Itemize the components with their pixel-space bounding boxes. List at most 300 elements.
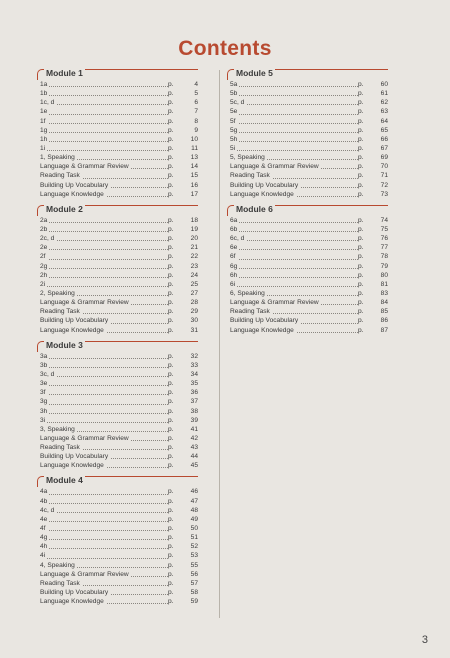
page-prefix: p. (168, 154, 174, 162)
page-prefix: p. (168, 543, 174, 551)
toc-entry (40, 171, 198, 180)
entry-page-number: 37 (190, 398, 198, 406)
page-prefix: p. (168, 444, 174, 452)
entry-page-number: 23 (190, 262, 198, 270)
entry-page-number: 86 (380, 317, 388, 325)
toc-entry (40, 216, 198, 225)
module-rule (97, 476, 198, 477)
entry-title: 4b (40, 497, 48, 505)
entry-page-number: 46 (190, 488, 198, 496)
toc-entry (230, 80, 388, 89)
toc-entry (40, 252, 198, 261)
entry-page-number: 56 (190, 570, 198, 578)
dot-leader (40, 404, 168, 405)
toc-entry (40, 271, 198, 280)
entry-title: 3b (40, 361, 48, 369)
entry-title: Language & Grammar Review (40, 163, 129, 171)
toc-entry (40, 443, 198, 452)
entry-page-number: 5 (194, 90, 198, 98)
entry-page-number: 15 (190, 172, 198, 180)
entry-page-number: 29 (190, 308, 198, 316)
entry-page-number: 48 (190, 506, 198, 514)
page-prefix: p. (168, 117, 174, 125)
page-prefix: p. (168, 534, 174, 542)
toc-entry (40, 506, 198, 515)
page-number: 3 (421, 634, 428, 646)
toc-entry (230, 271, 388, 280)
module-heading (40, 69, 198, 79)
toc-entry (40, 262, 198, 271)
entry-page-number: 59 (190, 598, 198, 606)
entry-page-number: 13 (190, 154, 198, 162)
entry-page-number: 45 (190, 462, 198, 470)
page-prefix: p. (168, 225, 174, 233)
dot-leader (40, 259, 168, 260)
toc-entry (40, 98, 198, 107)
entry-page-number: 77 (380, 244, 388, 252)
toc-entry (40, 117, 198, 126)
entry-page-number: 19 (190, 225, 198, 233)
toc-entry (40, 397, 198, 406)
dot-leader (230, 150, 358, 151)
toc-entry (230, 243, 388, 252)
dot-leader (230, 114, 358, 115)
dot-leader (40, 150, 168, 151)
page-prefix: p. (358, 235, 364, 243)
page-prefix: p. (358, 81, 364, 88)
entry-page-number: 39 (190, 416, 198, 424)
page-prefix: p. (358, 289, 364, 297)
toc-entry (40, 524, 198, 533)
entry-title: 2, Speaking (40, 289, 75, 297)
dot-leader (230, 95, 358, 96)
entry-page-number: 43 (190, 444, 198, 452)
entry-title: 3c, d (40, 370, 55, 378)
entry-title: Building Up Vocabulary (40, 589, 109, 597)
entry-title: 4c, d (40, 506, 55, 514)
entry-title: 3a (40, 352, 48, 360)
entry-page-number: 8 (194, 117, 198, 125)
toc-entry (230, 234, 388, 243)
entry-page-number: 20 (190, 235, 198, 243)
page-prefix: p. (358, 154, 364, 162)
page-prefix: p. (168, 598, 174, 606)
toc-entry (40, 416, 198, 425)
right-column (230, 69, 388, 341)
dot-leader (40, 376, 168, 377)
toc-entry (40, 298, 198, 307)
entry-title: 1i (40, 144, 46, 152)
entry-title: 2a (40, 216, 48, 224)
toc-entry (230, 190, 388, 199)
page-prefix: p. (168, 352, 174, 360)
page-prefix: p. (168, 271, 174, 279)
entry-page-number: 42 (190, 434, 198, 442)
entry-title: 6a (230, 216, 238, 224)
entry-title: 2b (40, 225, 48, 233)
page-prefix: p. (358, 172, 364, 180)
entry-page-number: 67 (380, 144, 388, 152)
entry-page-number: 32 (190, 352, 198, 360)
module-section (230, 69, 388, 199)
page-prefix: p. (168, 552, 174, 560)
dot-leader (230, 249, 358, 250)
page-prefix: p. (168, 244, 174, 252)
page-prefix: p. (358, 271, 364, 279)
page-prefix: p. (358, 181, 364, 189)
entry-title: 5a (230, 81, 238, 88)
entry-page-number: 16 (190, 181, 198, 189)
page-prefix: p. (168, 108, 174, 116)
entry-page-number: 72 (380, 181, 388, 189)
module-heading (40, 341, 198, 351)
page-prefix: p. (168, 289, 174, 297)
dot-leader (230, 231, 358, 232)
entry-title: Language & Grammar Review (40, 434, 129, 442)
dot-leader (40, 512, 168, 513)
page-prefix: p. (358, 326, 364, 334)
page-prefix: p. (168, 515, 174, 523)
module-rule (97, 205, 198, 206)
toc-entry (40, 107, 198, 116)
toc-entry (230, 98, 388, 107)
page-prefix: p. (168, 506, 174, 514)
dot-leader (40, 494, 168, 495)
toc-entry (40, 425, 198, 434)
entry-title: 5, Speaking (230, 154, 265, 162)
toc-entry (40, 370, 198, 379)
entry-title: 5i (230, 144, 236, 152)
toc-entry (230, 117, 388, 126)
entry-page-number: 55 (190, 561, 198, 569)
dot-leader (40, 104, 168, 105)
toc-entry (230, 225, 388, 234)
entry-title: 1g (40, 126, 48, 134)
entry-page-number: 78 (380, 253, 388, 261)
entry-title: 1, Speaking (40, 154, 75, 162)
entry-page-number: 47 (190, 497, 198, 505)
entry-title: 3g (40, 398, 48, 406)
toc-entry (40, 551, 198, 560)
entry-page-number: 66 (380, 135, 388, 143)
dot-leader (40, 385, 168, 386)
toc-entry (40, 452, 198, 461)
module-rule (287, 205, 388, 206)
page-prefix: p. (358, 135, 364, 143)
toc-entry (40, 326, 198, 335)
entry-page-number: 87 (380, 326, 388, 334)
toc-entry (40, 234, 198, 243)
entry-title: Language & Grammar Review (40, 299, 129, 307)
entry-title: 6e (230, 244, 238, 252)
entry-page-number: 73 (380, 190, 388, 198)
entry-page-number: 49 (190, 515, 198, 523)
entry-page-number: 25 (190, 280, 198, 288)
dot-leader (40, 141, 168, 142)
entry-title: 6f (230, 253, 236, 261)
entry-title: Reading Task (40, 444, 80, 452)
dot-leader (230, 104, 358, 105)
entry-title: 4f (40, 525, 46, 533)
module-title: Module 3 (46, 339, 83, 350)
entry-title: Language Knowledge (40, 598, 104, 606)
page-prefix: p. (168, 90, 174, 98)
dot-leader (230, 286, 358, 287)
module-section (40, 69, 198, 199)
module-title: Module 2 (46, 203, 83, 214)
entry-title: 2h (40, 271, 48, 279)
toc-entry (230, 171, 388, 180)
entry-page-number: 70 (380, 163, 388, 171)
dot-leader (40, 394, 168, 395)
module-section (40, 476, 198, 606)
page-prefix: p. (168, 416, 174, 424)
entry-page-number: 76 (380, 235, 388, 243)
toc-entry (40, 388, 198, 397)
entry-title: 5f (230, 117, 236, 125)
dot-leader (40, 114, 168, 115)
entry-page-number: 33 (190, 361, 198, 369)
entry-page-number: 22 (190, 253, 198, 261)
entry-page-number: 58 (190, 589, 198, 597)
toc-entry (230, 289, 388, 298)
entry-title: 6g (230, 262, 238, 270)
module-heading (40, 476, 198, 486)
entry-page-number: 84 (380, 299, 388, 307)
entry-page-number: 14 (190, 163, 198, 171)
toc-entry (230, 107, 388, 116)
toc-entry (40, 181, 198, 190)
toc-entry (230, 326, 388, 335)
entry-title: Language Knowledge (40, 462, 104, 470)
entry-page-number: 27 (190, 289, 198, 297)
entry-page-number: 52 (190, 543, 198, 551)
toc-entry (40, 515, 198, 524)
page-prefix: p. (358, 308, 364, 316)
entry-title: Language & Grammar Review (40, 570, 129, 578)
dot-leader (40, 240, 168, 241)
page-prefix: p. (168, 361, 174, 369)
page-prefix: p. (168, 407, 174, 415)
entry-title: 1f (40, 117, 46, 125)
entry-page-number: 36 (190, 389, 198, 397)
dot-leader (40, 277, 168, 278)
entry-page-number: 63 (380, 108, 388, 116)
entry-title: 5c, d (230, 99, 245, 107)
module-heading (40, 205, 198, 215)
dot-leader (230, 268, 358, 269)
page-prefix: p. (168, 172, 174, 180)
entry-title: 3i (40, 416, 46, 424)
toc-entry (230, 144, 388, 153)
toc-entry (230, 181, 388, 190)
dot-leader (230, 86, 358, 87)
dot-leader (40, 548, 168, 549)
page-prefix: p. (168, 181, 174, 189)
dot-leader (40, 539, 168, 540)
toc-entry (40, 542, 198, 551)
entry-page-number: 35 (190, 380, 198, 388)
page-prefix: p. (358, 163, 364, 171)
page-prefix: p. (168, 299, 174, 307)
toc-entry (230, 153, 388, 162)
entry-page-number: 85 (380, 308, 388, 316)
entry-title: 6i (230, 280, 236, 288)
entry-page-number: 61 (380, 90, 388, 98)
dot-leader (40, 503, 168, 504)
page-prefix: p. (358, 253, 364, 261)
toc-entry (230, 162, 388, 171)
entry-title: 6c, d (230, 235, 245, 243)
dot-leader (40, 413, 168, 414)
dot-leader (40, 95, 168, 96)
toc-entry (40, 487, 198, 496)
page-prefix: p. (358, 262, 364, 270)
page-prefix: p. (168, 579, 174, 587)
toc-entry (40, 307, 198, 316)
module-rule (287, 69, 388, 70)
entry-page-number: 69 (380, 154, 388, 162)
dot-leader (230, 141, 358, 142)
entry-title: Language & Grammar Review (230, 299, 319, 307)
page-prefix: p. (358, 117, 364, 125)
entry-title: 1h (40, 135, 48, 143)
toc-entry (40, 126, 198, 135)
dot-leader (230, 259, 358, 260)
toc-entry (230, 298, 388, 307)
page-prefix: p. (168, 190, 174, 198)
entry-page-number: 79 (380, 262, 388, 270)
toc-entry (40, 190, 198, 199)
page-prefix: p. (168, 99, 174, 107)
entry-page-number: 4 (194, 81, 198, 88)
entry-title: 1a (40, 81, 48, 88)
toc-entry (40, 434, 198, 443)
entry-title: Language Knowledge (40, 190, 104, 198)
dot-leader (40, 231, 168, 232)
page-prefix: p. (358, 90, 364, 98)
toc-entry (40, 588, 198, 597)
toc-entry (230, 307, 388, 316)
dot-leader (230, 277, 358, 278)
entry-title: 2f (40, 253, 46, 261)
entry-title: 1c, d (40, 99, 55, 107)
toc-entry (40, 225, 198, 234)
page-prefix: p. (358, 99, 364, 107)
dot-leader (40, 249, 168, 250)
entry-title: 4, Speaking (40, 561, 75, 569)
page-prefix: p. (168, 144, 174, 152)
module-section (40, 341, 198, 471)
dot-leader (230, 222, 358, 223)
entry-title: 2g (40, 262, 48, 270)
toc-entry (40, 89, 198, 98)
entry-title: Language Knowledge (230, 326, 294, 334)
entry-title: Language Knowledge (230, 190, 294, 198)
entry-title: 3f (40, 389, 46, 397)
entry-title: Reading Task (230, 308, 270, 316)
entry-page-number: 80 (380, 271, 388, 279)
page-prefix: p. (358, 108, 364, 116)
entry-title: 4a (40, 488, 48, 496)
dot-leader (230, 132, 358, 133)
dot-leader (40, 422, 168, 423)
toc-entry (40, 162, 198, 171)
page-prefix: p. (358, 190, 364, 198)
entry-page-number: 34 (190, 370, 198, 378)
entry-title: 4h (40, 543, 48, 551)
entry-title: 3e (40, 380, 48, 388)
page-prefix: p. (168, 163, 174, 171)
entry-title: Language & Grammar Review (230, 163, 319, 171)
entry-title: 4e (40, 515, 48, 523)
toc-entry (40, 407, 198, 416)
entry-page-number: 50 (190, 525, 198, 533)
toc-entry (230, 89, 388, 98)
entry-page-number: 11 (191, 144, 198, 152)
entry-page-number: 60 (380, 81, 388, 88)
toc-entry (40, 570, 198, 579)
page-prefix: p. (168, 488, 174, 496)
entry-title: Reading Task (40, 172, 80, 180)
page-prefix: p. (168, 280, 174, 288)
page-prefix: p. (168, 81, 174, 88)
page-prefix: p. (168, 434, 174, 442)
entry-title: 5e (230, 108, 238, 116)
entry-page-number: 7 (194, 108, 198, 116)
entry-page-number: 41 (190, 425, 198, 433)
entry-title: Building Up Vocabulary (230, 181, 299, 189)
entry-page-number: 44 (190, 453, 198, 461)
toc-entry (40, 497, 198, 506)
page-prefix: p. (168, 425, 174, 433)
entry-title: Building Up Vocabulary (40, 453, 109, 461)
toc-entry (40, 379, 198, 388)
module-heading (230, 205, 388, 215)
entry-page-number: 51 (190, 534, 198, 542)
entry-page-number: 57 (190, 579, 198, 587)
entry-title: 3, Speaking (40, 425, 75, 433)
module-section (230, 205, 388, 335)
toc-entry (40, 579, 198, 588)
page-prefix: p. (168, 462, 174, 470)
page-prefix: p. (358, 225, 364, 233)
toc-entry (40, 597, 198, 606)
entry-page-number: 64 (380, 117, 388, 125)
toc-entry (40, 280, 198, 289)
entry-page-number: 53 (190, 552, 198, 560)
page-prefix: p. (168, 389, 174, 397)
entry-page-number: 6 (194, 99, 198, 107)
toc-entry (40, 289, 198, 298)
entry-title: 4i (40, 552, 46, 560)
entry-title: 2c, d (40, 235, 55, 243)
toc-entry (230, 262, 388, 271)
page-prefix: p. (168, 262, 174, 270)
entry-page-number: 38 (190, 407, 198, 415)
page-prefix: p. (168, 326, 174, 334)
entry-page-number: 65 (380, 126, 388, 134)
toc-entry (40, 153, 198, 162)
dot-leader (230, 240, 358, 241)
entry-title: Building Up Vocabulary (40, 317, 109, 325)
entry-page-number: 81 (380, 280, 388, 288)
module-section (40, 205, 198, 335)
dot-leader (40, 222, 168, 223)
dot-leader (40, 558, 168, 559)
dot-leader (40, 132, 168, 133)
entry-title: 4g (40, 534, 48, 542)
